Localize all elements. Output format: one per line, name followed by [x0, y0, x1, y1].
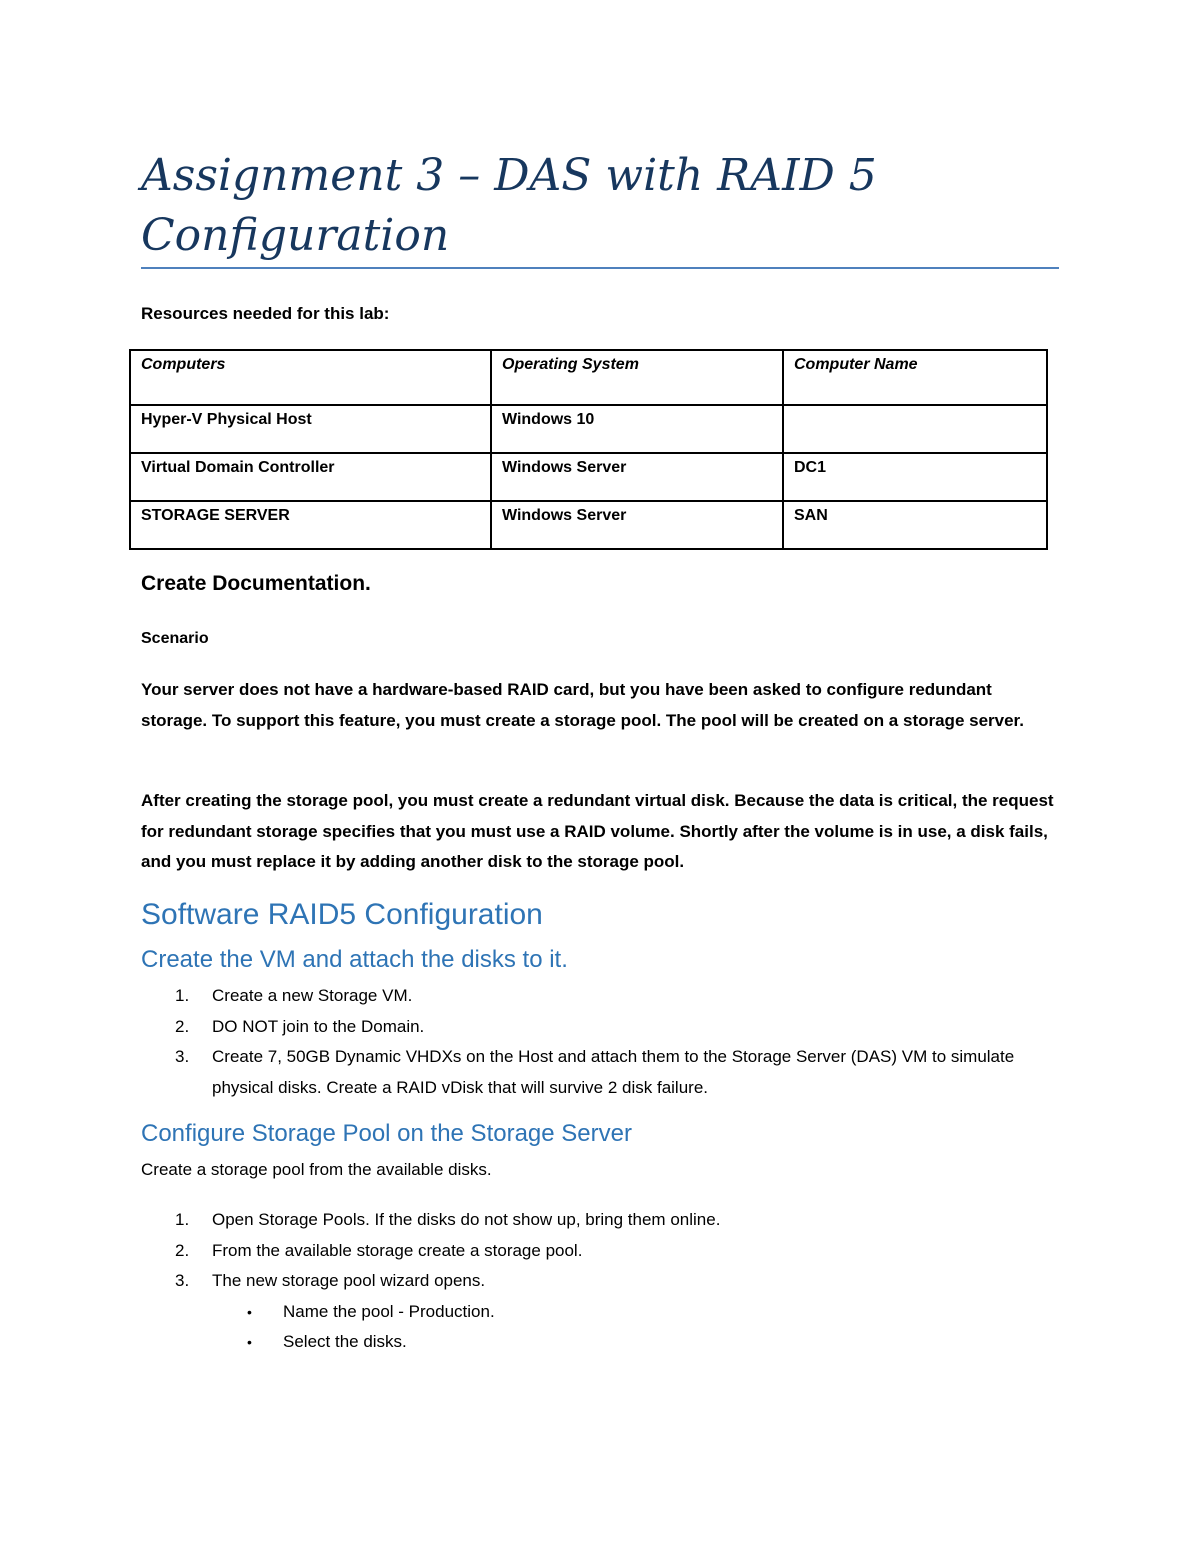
- table-row: [130, 453, 1047, 501]
- bullet-item: [247, 1297, 1059, 1328]
- document-title: Assignment 3 – DAS with RAID 5 Configuration: [141, 150, 877, 261]
- table-row: [130, 501, 1047, 549]
- pool-intro-text: Create a storage pool from the available disks.: [141, 1160, 492, 1179]
- list-item-text: From the available storage create a storage pool.: [212, 1240, 583, 1260]
- list-number: 1.: [175, 1210, 190, 1229]
- table-row: [130, 405, 1047, 453]
- table-cell: Hyper-V Physical Host: [130, 405, 491, 453]
- list-item-text: The new storage pool wizard opens.: [212, 1271, 486, 1290]
- table-cell: Windows Server: [491, 501, 783, 549]
- title-underline: [141, 267, 1059, 269]
- list-item-text: Create a new Storage VM.: [212, 986, 413, 1005]
- list-item-text: DO NOT join to the Domain.: [212, 1016, 425, 1036]
- resources-label: Resources needed for this lab:: [141, 304, 390, 323]
- bullet-icon: •: [247, 1334, 252, 1350]
- bullet-text: Name the pool - Production.: [283, 1301, 495, 1321]
- table-cell: DC1: [783, 453, 1047, 501]
- list-item-text: Open Storage Pools. If the disks do not show up, bring them online.: [212, 1210, 721, 1229]
- bullet-icon: •: [247, 1303, 252, 1320]
- list-number: 3.: [175, 1047, 190, 1066]
- table-cell: Windows 10: [491, 405, 783, 453]
- table-cell: Windows Server: [491, 453, 783, 501]
- list-item: [141, 981, 1059, 1012]
- table-header-row: [130, 350, 1047, 405]
- scenario-paragraph-2: After creating the storage pool, you must create a redundant virtual disk. Because the data is critical, the request for redundant storage specifies that you must use a RAID volume. Shortly after the volume is in use, a disk fails, and you must replace it by adding another disk to the storage pool.: [141, 791, 1054, 871]
- resources-table: [129, 349, 1048, 550]
- pool-steps-list: [141, 1205, 1059, 1358]
- list-number: 3.: [175, 1271, 190, 1290]
- table-cell: [783, 405, 1047, 453]
- subheading-create-vm: Create the VM and attach the disks to it.: [141, 946, 568, 973]
- scenario-label: Scenario: [141, 630, 209, 647]
- scenario-paragraph-1: Your server does not have a hardware-based RAID card, but you have been asked to configure redundant storage. To support this feature, you must create a storage pool. The pool will be created on a storage server.: [141, 680, 1024, 730]
- subheading-configure-pool: Configure Storage Pool on the Storage Server: [141, 1120, 632, 1147]
- list-number: 1.: [175, 986, 190, 1005]
- table-cell: Virtual Domain Controller: [130, 453, 491, 501]
- section-heading-raid5: Software RAID5 Configuration: [141, 898, 543, 931]
- list-item: [141, 1205, 1059, 1236]
- list-item: [141, 1012, 1059, 1043]
- table-cell: SAN: [783, 501, 1047, 549]
- table-header-cell: Computer Name: [783, 350, 1047, 405]
- list-item-text: Create 7, 50GB Dynamic VHDXs on the Host and attach them to the Storage Server (DAS) VM to simulate physical disks. Create a RAID vDisk that will survive 2 disk failure.: [212, 1047, 1015, 1097]
- list-number: 2.: [175, 1016, 190, 1036]
- list-item: [141, 1042, 1059, 1103]
- vm-steps-list: [141, 981, 1059, 1103]
- bullet-text: Select the disks.: [283, 1332, 407, 1351]
- table-header-cell: Computers: [130, 350, 491, 405]
- wizard-bullets: [247, 1297, 1059, 1358]
- list-number: 2.: [175, 1240, 190, 1260]
- table-cell: STORAGE SERVER: [130, 501, 491, 549]
- list-item: [141, 1236, 1059, 1267]
- table-header-cell: Operating System: [491, 350, 783, 405]
- list-item: [141, 1266, 1059, 1358]
- create-documentation-heading: Create Documentation.: [141, 572, 371, 595]
- bullet-item: [247, 1327, 1059, 1358]
